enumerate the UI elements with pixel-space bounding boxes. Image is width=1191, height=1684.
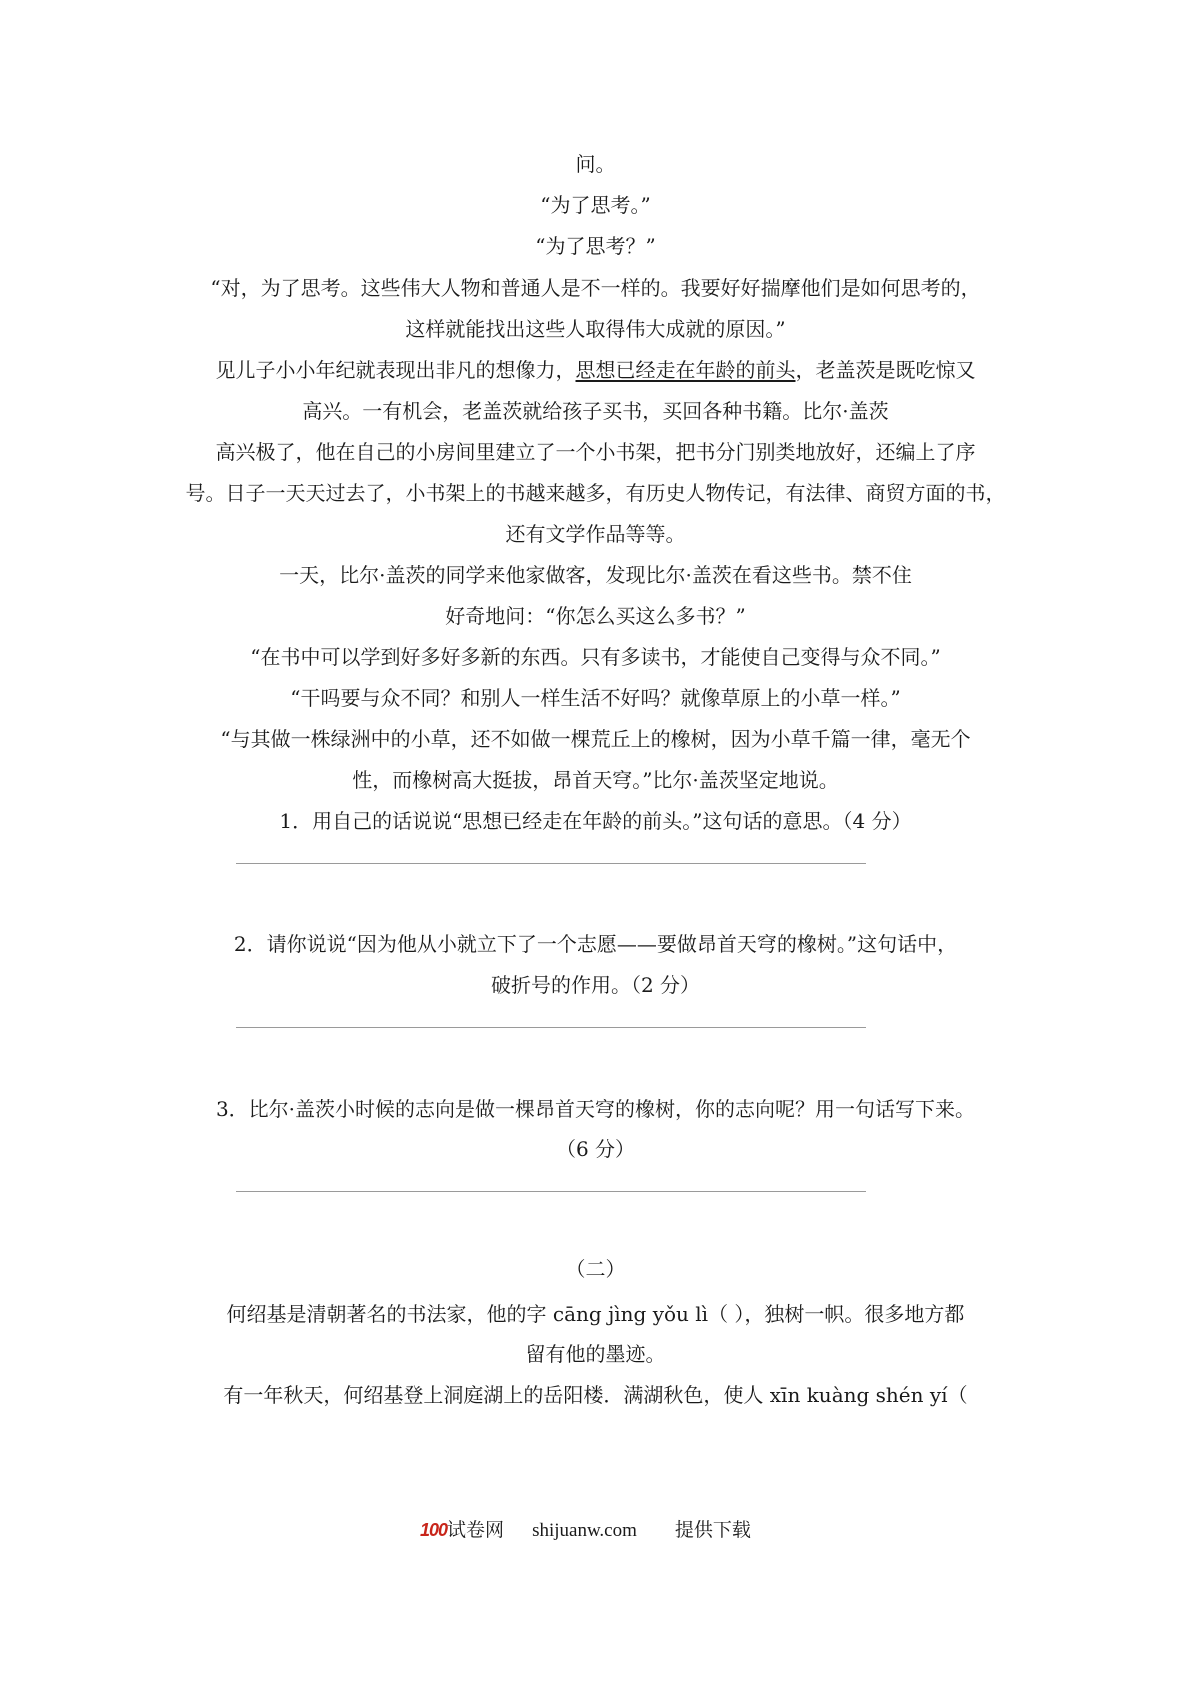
text-line: “在书中可以学到好多好多新的东西。只有多读书，才能使自己变得与众不同。” [250,645,941,669]
text-line [0,358,1191,382]
text-line: 留有他的墨迹。 [525,1342,666,1366]
question-text: 1．用自己的话说说“思想已经走在年龄的前头。”这句话的意思。（4 分） [279,809,912,833]
question-text: 2．请你说说“因为他从小就立下了一个志愿——要做昂首天穹的橡树。”这句话中， [233,932,958,956]
text-line: 好奇地问：“你怎么买这么多书？” [445,604,746,628]
text-line: “干吗要与众不同？和别人一样生活不好吗？就像草原上的小草一样。” [290,686,901,710]
site-name: 试卷网 [447,1519,505,1541]
text-line: “为了思考？” [535,234,656,258]
text-line: 这样就能找出这些人取得伟大成就的原因。” [405,317,786,341]
text-segment: 见儿子小小年纪就表现出非凡的想像力， [215,358,576,382]
question-text: 3．比尔·盖茨小时候的志向是做一棵昂首天穹的橡树，你的志向呢？用一句话写下来。 [215,1097,976,1121]
text-line: 高兴极了，他在自己的小房间里建立了一个小书架，把书分门别类地放好，还编上了序 [215,440,976,464]
text-line: “对，为了思考。这些伟大人物和普通人是不一样的。我要好好揣摩他们是如何思考的， [210,276,981,300]
answer-line[interactable] [236,863,866,864]
text-line: 有一年秋天，何绍基登上洞庭湖上的岳阳楼．满湖秋色，使人 xīn kuàng shén yí（ [223,1383,968,1407]
question-text: （6 分） [555,1137,636,1161]
section-heading: （二） [565,1257,626,1281]
text-line: “与其做一株绿洲中的小草，还不如做一棵荒丘上的橡树，因为小草千篇一律，毫无个 [220,727,971,751]
text-line: “为了思考。” [540,193,651,217]
question-text: 破折号的作用。（2 分） [490,973,701,997]
site-logo: 100 [420,1520,448,1540]
text-segment: ，老盖茨是既吃惊又 [795,358,976,382]
page-footer [420,1518,751,1543]
text-line: 号。日子一天天过去了，小书架上的书越来越多，有历史人物传记，有法律、商贸方面的书， [185,481,1006,505]
answer-line[interactable] [236,1027,866,1028]
text-line: 一天，比尔·盖茨的同学来他家做客，发现比尔·盖茨在看这些书。禁不住 [279,563,912,587]
text-line: 还有文学作品等等。 [505,522,686,546]
text-line: 问。 [575,152,616,176]
text-line: 性，而橡树高大挺拔，昂首天穹。”比尔·盖茨坚定地说。 [352,768,839,792]
answer-line[interactable] [236,1191,866,1192]
download-text: 提供下载 [674,1519,751,1541]
text-line: 高兴。一有机会，老盖茨就给孩子买书，买回各种书籍。比尔·盖茨 [302,399,889,423]
text-line: 何绍基是清朝著名的书法家，他的字 cāng jìng yǒu lì（ ），独树一帜。很多地方都 [226,1302,965,1326]
site-domain[interactable]: shijuanw.com [532,1520,637,1541]
underlined-phrase: 思想已经走在年龄的前头 [575,358,796,382]
